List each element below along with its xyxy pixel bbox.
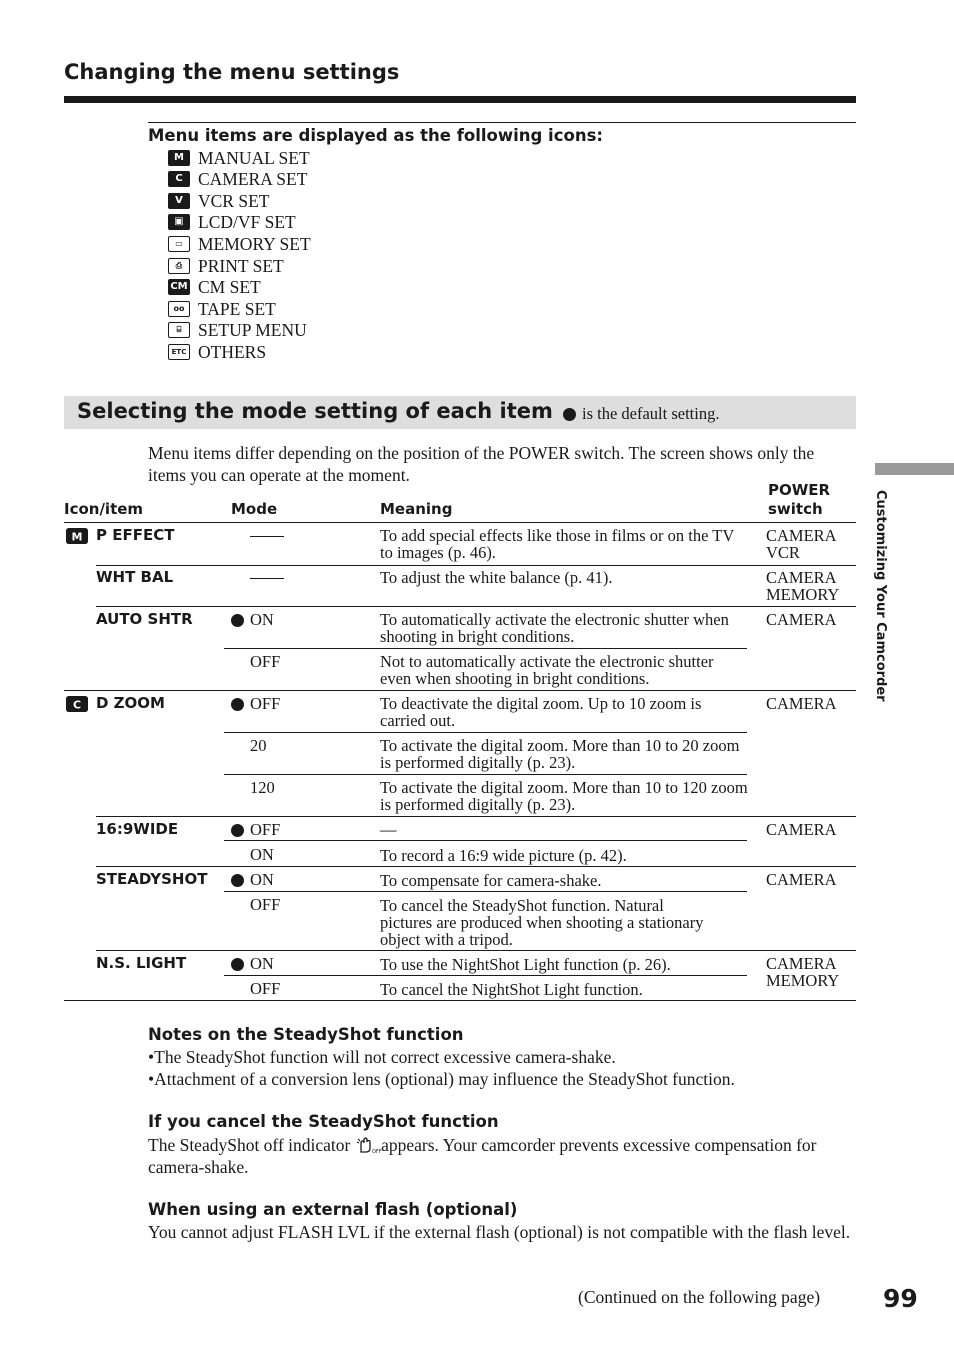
icon-list-label: CAMERA SET bbox=[198, 168, 308, 189]
default-note bbox=[563, 404, 719, 424]
mode-label: ON bbox=[250, 870, 274, 889]
svg-text:M: M bbox=[71, 530, 83, 544]
icon-list-item bbox=[168, 190, 269, 212]
manual-set-icon bbox=[66, 528, 88, 544]
continued-note: (Continued on the following page) bbox=[578, 1287, 821, 1307]
side-tab bbox=[875, 463, 954, 475]
default-bullet-icon bbox=[231, 824, 244, 837]
icon-list-item bbox=[168, 298, 276, 320]
icon-list-label: TAPE SET bbox=[198, 298, 276, 319]
table-rule bbox=[96, 950, 856, 951]
print-set-icon: ⎙ bbox=[168, 258, 190, 274]
mode-dash bbox=[250, 578, 284, 579]
icon-list-item bbox=[168, 276, 261, 298]
tape-set-icon: oo bbox=[168, 301, 190, 317]
steadyshot-notes-heading: Notes on the SteadyShot function bbox=[148, 1025, 464, 1044]
cancel-text-start: The SteadyShot off indicator bbox=[148, 1135, 351, 1155]
mode-label: OFF bbox=[250, 820, 281, 839]
icon-list-item bbox=[168, 147, 310, 169]
header-icon-item: Icon/item bbox=[64, 500, 144, 518]
mode-cell: ON bbox=[250, 845, 274, 864]
header-meaning: Meaning bbox=[380, 500, 453, 518]
camera-set-icon: C bbox=[168, 171, 190, 187]
mode-cell: OFF bbox=[250, 895, 281, 914]
manual-set-icon: M bbox=[168, 150, 190, 166]
external-flash-heading: When using an external flash (optional) bbox=[148, 1200, 518, 1219]
meaning-cell: To cancel the NightShot Light function. bbox=[380, 980, 643, 999]
icon-list-label: VCR SET bbox=[198, 190, 270, 211]
cancel-steadyshot-heading: If you cancel the SteadyShot function bbox=[148, 1112, 499, 1131]
cm-set-icon: CM bbox=[168, 279, 190, 295]
memory-set-icon: ▭ bbox=[168, 236, 190, 252]
meaning-cell: To adjust the white balance (p. 41). bbox=[380, 568, 613, 587]
table-rule bbox=[224, 840, 747, 841]
icon-list-item bbox=[168, 341, 266, 363]
meaning-cell: To cancel the SteadyShot function. Natural pictures are produced when shooting a stationary object with a tripod. bbox=[380, 896, 704, 949]
power-cell: CAMERA VCR bbox=[766, 526, 837, 562]
mode-cell bbox=[231, 954, 274, 974]
table-rule bbox=[224, 975, 747, 976]
table-rule bbox=[96, 606, 856, 607]
icon-list-item bbox=[168, 319, 307, 341]
side-label: Customizing Your Camcorder bbox=[873, 490, 888, 702]
default-bullet-icon bbox=[563, 408, 576, 421]
meaning-cell: To activate the digital zoom. More than 10 to 20 zoom is performed digitally (p. 23). bbox=[380, 736, 740, 772]
meaning-cell: To automatically activate the electronic shutter when shooting in bright conditions. bbox=[380, 610, 729, 646]
external-flash-text: You cannot adjust FLASH LVL if the external flash (optional) is not compatible with the flash level. bbox=[148, 1222, 851, 1242]
table-rule bbox=[224, 774, 747, 775]
icon-list-label: PRINT SET bbox=[198, 255, 284, 276]
mode-label: ON bbox=[250, 610, 274, 629]
header-switch: switch bbox=[768, 500, 823, 518]
table-rule bbox=[224, 648, 747, 649]
others-icon: ETC bbox=[168, 344, 190, 360]
item-ns-light: N.S. LIGHT bbox=[96, 954, 187, 972]
svg-text:C: C bbox=[72, 698, 82, 712]
mode-cell: OFF bbox=[250, 652, 281, 671]
default-bullet-icon bbox=[231, 614, 244, 627]
item-16-9-wide: 16:9WIDE bbox=[96, 820, 179, 838]
cancel-text-end: appears. Your camcorder prevents excessive compensation for camera-shake. bbox=[148, 1135, 817, 1177]
vcr-set-icon: V bbox=[168, 193, 190, 209]
table-rule bbox=[64, 1000, 856, 1001]
icon-list-label: MANUAL SET bbox=[198, 147, 310, 168]
mode-label: OFF bbox=[250, 694, 281, 713]
icon-list-label: OTHERS bbox=[198, 341, 267, 362]
power-cell: CAMERA bbox=[766, 820, 837, 839]
lcd-vf-set-icon: ▣ bbox=[168, 214, 190, 230]
icon-list-item bbox=[168, 233, 311, 255]
mode-cell: 20 bbox=[250, 736, 267, 755]
meaning-cell: To deactivate the digital zoom. Up to 10 zoom is carried out. bbox=[380, 694, 702, 730]
icon-list-item bbox=[168, 211, 296, 233]
cancel-steadyshot-text bbox=[148, 1134, 856, 1178]
mode-label: ON bbox=[250, 954, 274, 973]
table-rule bbox=[64, 690, 856, 691]
icon-list-label: CM SET bbox=[198, 276, 261, 297]
table-rule bbox=[224, 732, 747, 733]
title-rule bbox=[64, 96, 856, 103]
item-p-effect: P EFFECT bbox=[96, 526, 175, 544]
icon-list-label: LCD/VF SET bbox=[198, 211, 296, 232]
mode-cell bbox=[231, 694, 280, 714]
mode-cell bbox=[231, 870, 274, 890]
power-cell: CAMERA MEMORY bbox=[766, 954, 840, 990]
default-bullet-icon bbox=[231, 958, 244, 971]
table-rule bbox=[96, 565, 856, 566]
meaning-cell: To use the NightShot Light function (p. 26). bbox=[380, 955, 671, 974]
header-power: POWER bbox=[768, 481, 831, 499]
steadyshot-note-bullet: •Attachment of a conversion lens (optional) may influence the SteadyShot function. bbox=[148, 1069, 735, 1089]
table-rule bbox=[224, 891, 747, 892]
page-title: Changing the menu settings bbox=[64, 60, 400, 84]
icon-list-label: SETUP MENU bbox=[198, 319, 307, 340]
setup-menu-icon: ⌸ bbox=[168, 322, 190, 338]
item-wht-bal: WHT BAL bbox=[96, 568, 174, 586]
meaning-cell: Not to automatically activate the electronic shutter even when shooting in bright conditions. bbox=[380, 652, 714, 688]
item-d-zoom: D ZOOM bbox=[96, 694, 165, 712]
mode-cell: 120 bbox=[250, 778, 275, 797]
default-bullet-icon bbox=[231, 698, 244, 711]
icon-list-item bbox=[168, 255, 284, 277]
steadyshot-note-bullet: •The SteadyShot function will not correct excessive camera-shake. bbox=[148, 1047, 616, 1067]
camera-set-icon bbox=[66, 696, 88, 712]
mode-cell: OFF bbox=[250, 979, 281, 998]
icon-list-label: MEMORY SET bbox=[198, 233, 311, 254]
intro-text: Menu items differ depending on the position of the POWER switch. The screen shows only the items you can operate at the moment. bbox=[148, 443, 815, 485]
power-cell: CAMERA bbox=[766, 694, 837, 713]
icons-rule bbox=[148, 122, 856, 123]
icon-list-item bbox=[168, 168, 307, 190]
table-rule bbox=[96, 816, 856, 817]
table-rule bbox=[96, 866, 856, 867]
meaning-cell: To compensate for camera-shake. bbox=[380, 871, 602, 890]
mode-cell bbox=[231, 610, 274, 630]
power-cell: CAMERA bbox=[766, 610, 837, 629]
steadyshot-off-icon bbox=[355, 1136, 382, 1155]
mode-dash bbox=[250, 536, 284, 537]
default-bullet-icon bbox=[231, 874, 244, 887]
page-number: 99 bbox=[883, 1284, 918, 1313]
header-mode: Mode bbox=[231, 500, 278, 518]
item-auto-shtr: AUTO SHTR bbox=[96, 610, 193, 628]
mode-cell bbox=[231, 820, 280, 840]
meaning-cell: To record a 16:9 wide picture (p. 42). bbox=[380, 846, 627, 865]
icons-heading: Menu items are displayed as the following icons: bbox=[148, 126, 603, 145]
section-title: Selecting the mode setting of each item bbox=[77, 399, 553, 423]
svg-text:OFF: OFF bbox=[371, 1149, 382, 1155]
table-rule bbox=[64, 522, 856, 523]
item-steadyshot: STEADYSHOT bbox=[96, 870, 208, 888]
meaning-cell: — bbox=[380, 820, 397, 839]
meaning-cell: To add special effects like those in films or on the TV to images (p. 46). bbox=[380, 526, 734, 562]
power-cell: CAMERA MEMORY bbox=[766, 568, 840, 604]
power-cell: CAMERA bbox=[766, 870, 837, 889]
meaning-cell: To activate the digital zoom. More than 10 to 120 zoom is performed digitally (p. 23). bbox=[380, 778, 748, 814]
default-note-text: is the default setting. bbox=[582, 404, 720, 423]
